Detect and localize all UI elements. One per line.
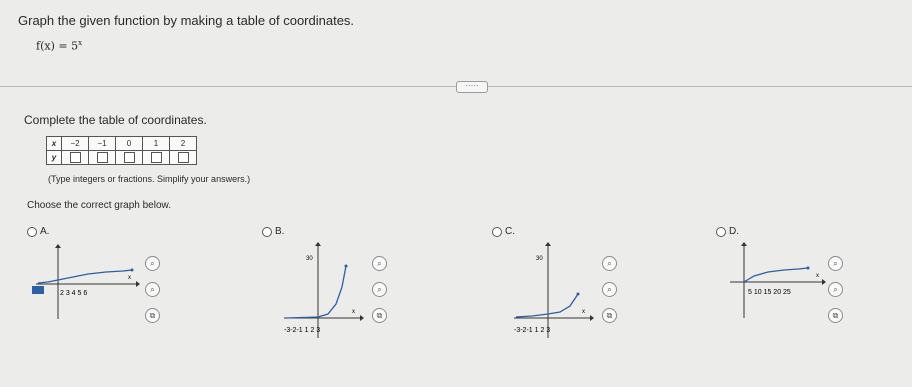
graph-a [28, 244, 148, 324]
graph-a-x-ticks: 2 3 4 5 6 [60, 290, 88, 297]
x-axis-arrow [590, 315, 594, 321]
graph-b [282, 242, 364, 340]
graph-a-zoom-in-icon[interactable]: ⌕ [145, 256, 160, 271]
graph-a-point [131, 269, 134, 272]
option-a-label: A. [40, 226, 50, 237]
y-axis-arrow [545, 242, 551, 246]
y-axis-arrow [315, 242, 321, 246]
radio-d[interactable] [716, 227, 726, 237]
graph-c-zoom-in-icon[interactable]: ⌕ [602, 256, 617, 271]
radio-a[interactable] [27, 227, 37, 237]
graph-a-highlight [32, 286, 44, 294]
graph-c [512, 242, 594, 340]
graph-c-curve [516, 294, 578, 317]
y-answer-input[interactable] [70, 152, 81, 163]
graph-c-point [577, 293, 580, 296]
x-value: 1 [143, 137, 170, 151]
graph-d-curve [744, 268, 808, 282]
x-row [47, 137, 197, 151]
coordinate-table [46, 136, 197, 165]
option-c[interactable] [492, 226, 515, 237]
graph-c-zoom-out-icon[interactable]: ⌕ [602, 282, 617, 297]
radio-c[interactable] [492, 227, 502, 237]
option-a[interactable] [27, 226, 49, 237]
option-b[interactable] [262, 226, 284, 237]
y-cell [89, 151, 116, 165]
x-axis-arrow [822, 279, 826, 285]
function-base: f(x) = 5 [36, 39, 79, 53]
choose-text: Choose the correct graph below. [27, 200, 171, 211]
x-value: 0 [116, 137, 143, 151]
y-cell [143, 151, 170, 165]
graph-c-popout-icon[interactable]: ⧉ [602, 308, 617, 323]
graph-b-x-ticks: -3-2-1 1 2 3 [284, 327, 321, 334]
graph-d-point [807, 267, 810, 270]
graph-c-x-label: x [582, 309, 585, 315]
graph-c-top-label: 30 [536, 256, 543, 262]
y-cell [116, 151, 143, 165]
option-d-label: D. [729, 226, 739, 237]
graph-d-popout-icon[interactable]: ⧉ [828, 308, 843, 323]
graph-b-zoom-in-icon[interactable]: ⌕ [372, 256, 387, 271]
graph-d-zoom-out-icon[interactable]: ⌕ [828, 282, 843, 297]
y-answer-input[interactable] [97, 152, 108, 163]
x-axis-arrow [360, 315, 364, 321]
graph-d [728, 242, 828, 322]
option-b-label: B. [275, 226, 285, 237]
y-axis-arrow [741, 242, 747, 246]
instruction-text: Complete the table of coordinates. [24, 113, 207, 127]
graph-d-x-label: x [816, 273, 819, 279]
graph-b-curve [286, 266, 346, 318]
graph-a-popout-icon[interactable]: ⧉ [145, 308, 160, 323]
graph-d-x-ticks: 5 10 15 20 25 [748, 289, 791, 296]
expand-button[interactable]: ····· [456, 81, 488, 93]
graph-b-popout-icon[interactable]: ⧉ [372, 308, 387, 323]
y-cell [170, 151, 197, 165]
y-answer-input[interactable] [151, 152, 162, 163]
y-header: y [47, 151, 62, 165]
graph-c-x-ticks: -3-2-1 1 2 3 [514, 327, 551, 334]
y-row [47, 151, 197, 165]
x-value: −1 [89, 137, 116, 151]
function-exponent: x [78, 39, 83, 47]
graph-a-curve [38, 270, 132, 283]
hint-text: (Type integers or fractions. Simplify your answers.) [48, 174, 251, 184]
graph-a-zoom-out-icon[interactable]: ⌕ [145, 282, 160, 297]
y-answer-input[interactable] [124, 152, 135, 163]
y-answer-input[interactable] [178, 152, 189, 163]
graph-b-point [345, 265, 348, 268]
graph-a-x-label: x [128, 275, 131, 281]
graph-b-zoom-out-icon[interactable]: ⌕ [372, 282, 387, 297]
x-axis-arrow [136, 281, 140, 287]
y-axis-arrow [55, 244, 61, 248]
graph-b-top-label: 30 [306, 256, 313, 262]
function-expression [36, 39, 82, 53]
y-cell [62, 151, 89, 165]
x-header: x [47, 137, 62, 151]
graph-b-x-label: x [352, 309, 355, 315]
question-text: Graph the given function by making a table of coordinates. [18, 13, 355, 28]
x-value: 2 [170, 137, 197, 151]
radio-b[interactable] [262, 227, 272, 237]
x-value: −2 [62, 137, 89, 151]
graph-d-zoom-in-icon[interactable]: ⌕ [828, 256, 843, 271]
option-d[interactable] [716, 226, 739, 237]
option-c-label: C. [505, 226, 515, 237]
